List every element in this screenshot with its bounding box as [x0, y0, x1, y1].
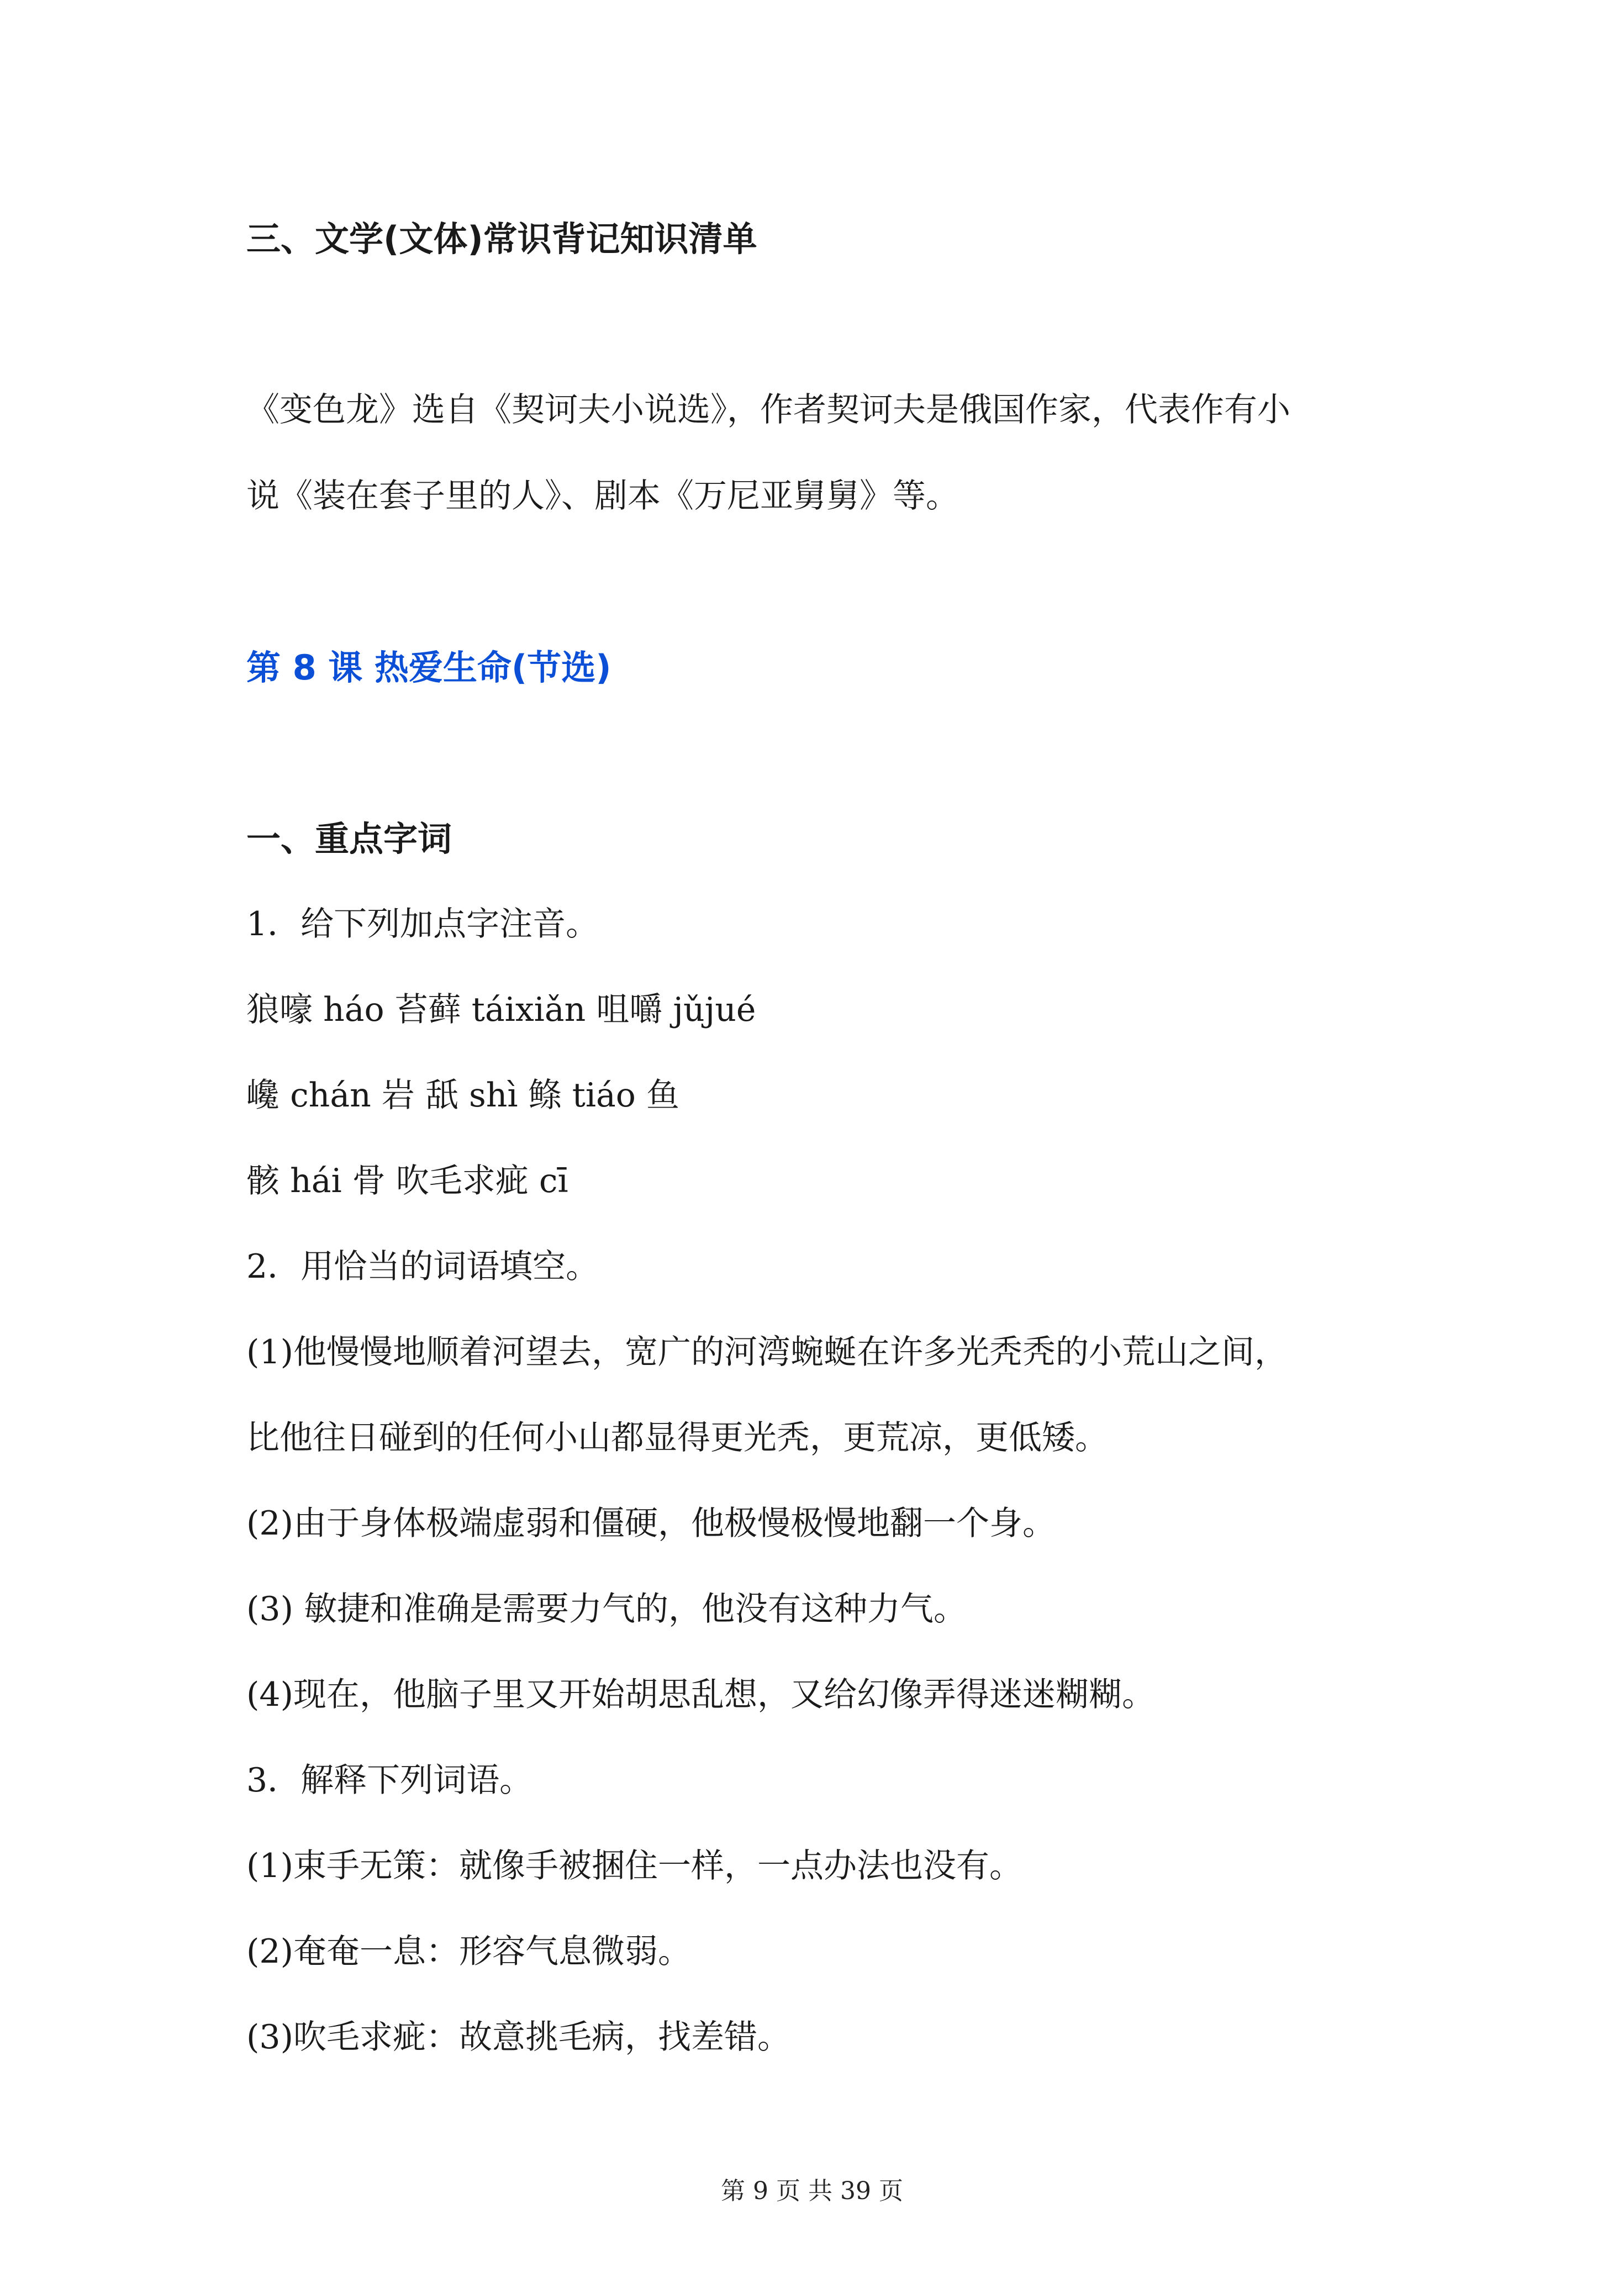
lesson-title: 第 8 课 热爱生命(节选): [246, 647, 611, 688]
list-item: (1)束手无策：就像手被捆住一样，一点办法也没有。: [246, 1847, 1022, 1885]
list-item: 2．用恰当的词语填空。: [246, 1247, 599, 1286]
paragraph-line: 《变色龙》选自《契诃夫小说选》，作者契诃夫是俄国作家，代表作有小: [246, 391, 1290, 429]
list-item: (2)奄奄一息：形容气息微弱。: [246, 1932, 691, 1971]
list-item: 巉 chán 岩 舐 shì 鲦 tiáo 鱼: [246, 1076, 679, 1115]
list-item: (4)现在，他脑子里又开始胡思乱想，又给幻像弄得迷迷糊糊。: [246, 1675, 1155, 1714]
list-item: 3．解释下列词语。: [246, 1761, 533, 1800]
list-item: 狼嚎 háo 苔藓 táixiǎn 咀嚼 jǔjué: [246, 990, 756, 1029]
paragraph-line: 说《装在套子里的人》、剧本《万尼亚舅舅》等。: [246, 477, 959, 515]
list-item: (2)由于身体极端虚弱和僵硬，他极慢极慢地翻一个身。: [246, 1504, 1056, 1543]
section-heading: 三、文学(文体)常识背记知识清单: [246, 219, 757, 259]
list-item: 骸 hái 骨 吹毛求疵 cī: [246, 1162, 568, 1200]
list-item: (3)吹毛求疵：故意挑毛病，找差错。: [246, 2018, 790, 2057]
page-number-footer: 第 9 页 共 39 页: [721, 2177, 903, 2205]
list-item: 比他往日碰到的任何小山都显得更光秃，更荒凉，更低矮。: [246, 1419, 1108, 1457]
subheading: 一、重点字词: [246, 819, 452, 859]
list-item: 1．给下列加点字注音。: [246, 905, 599, 943]
list-item: (1)他慢慢地顺着河望去，宽广的河湾蜿蜒在许多光秃秃的小荒山之间，: [246, 1333, 1288, 1372]
list-item: (3) 敏捷和准确是需要力气的，他没有这种力气。: [246, 1590, 967, 1628]
